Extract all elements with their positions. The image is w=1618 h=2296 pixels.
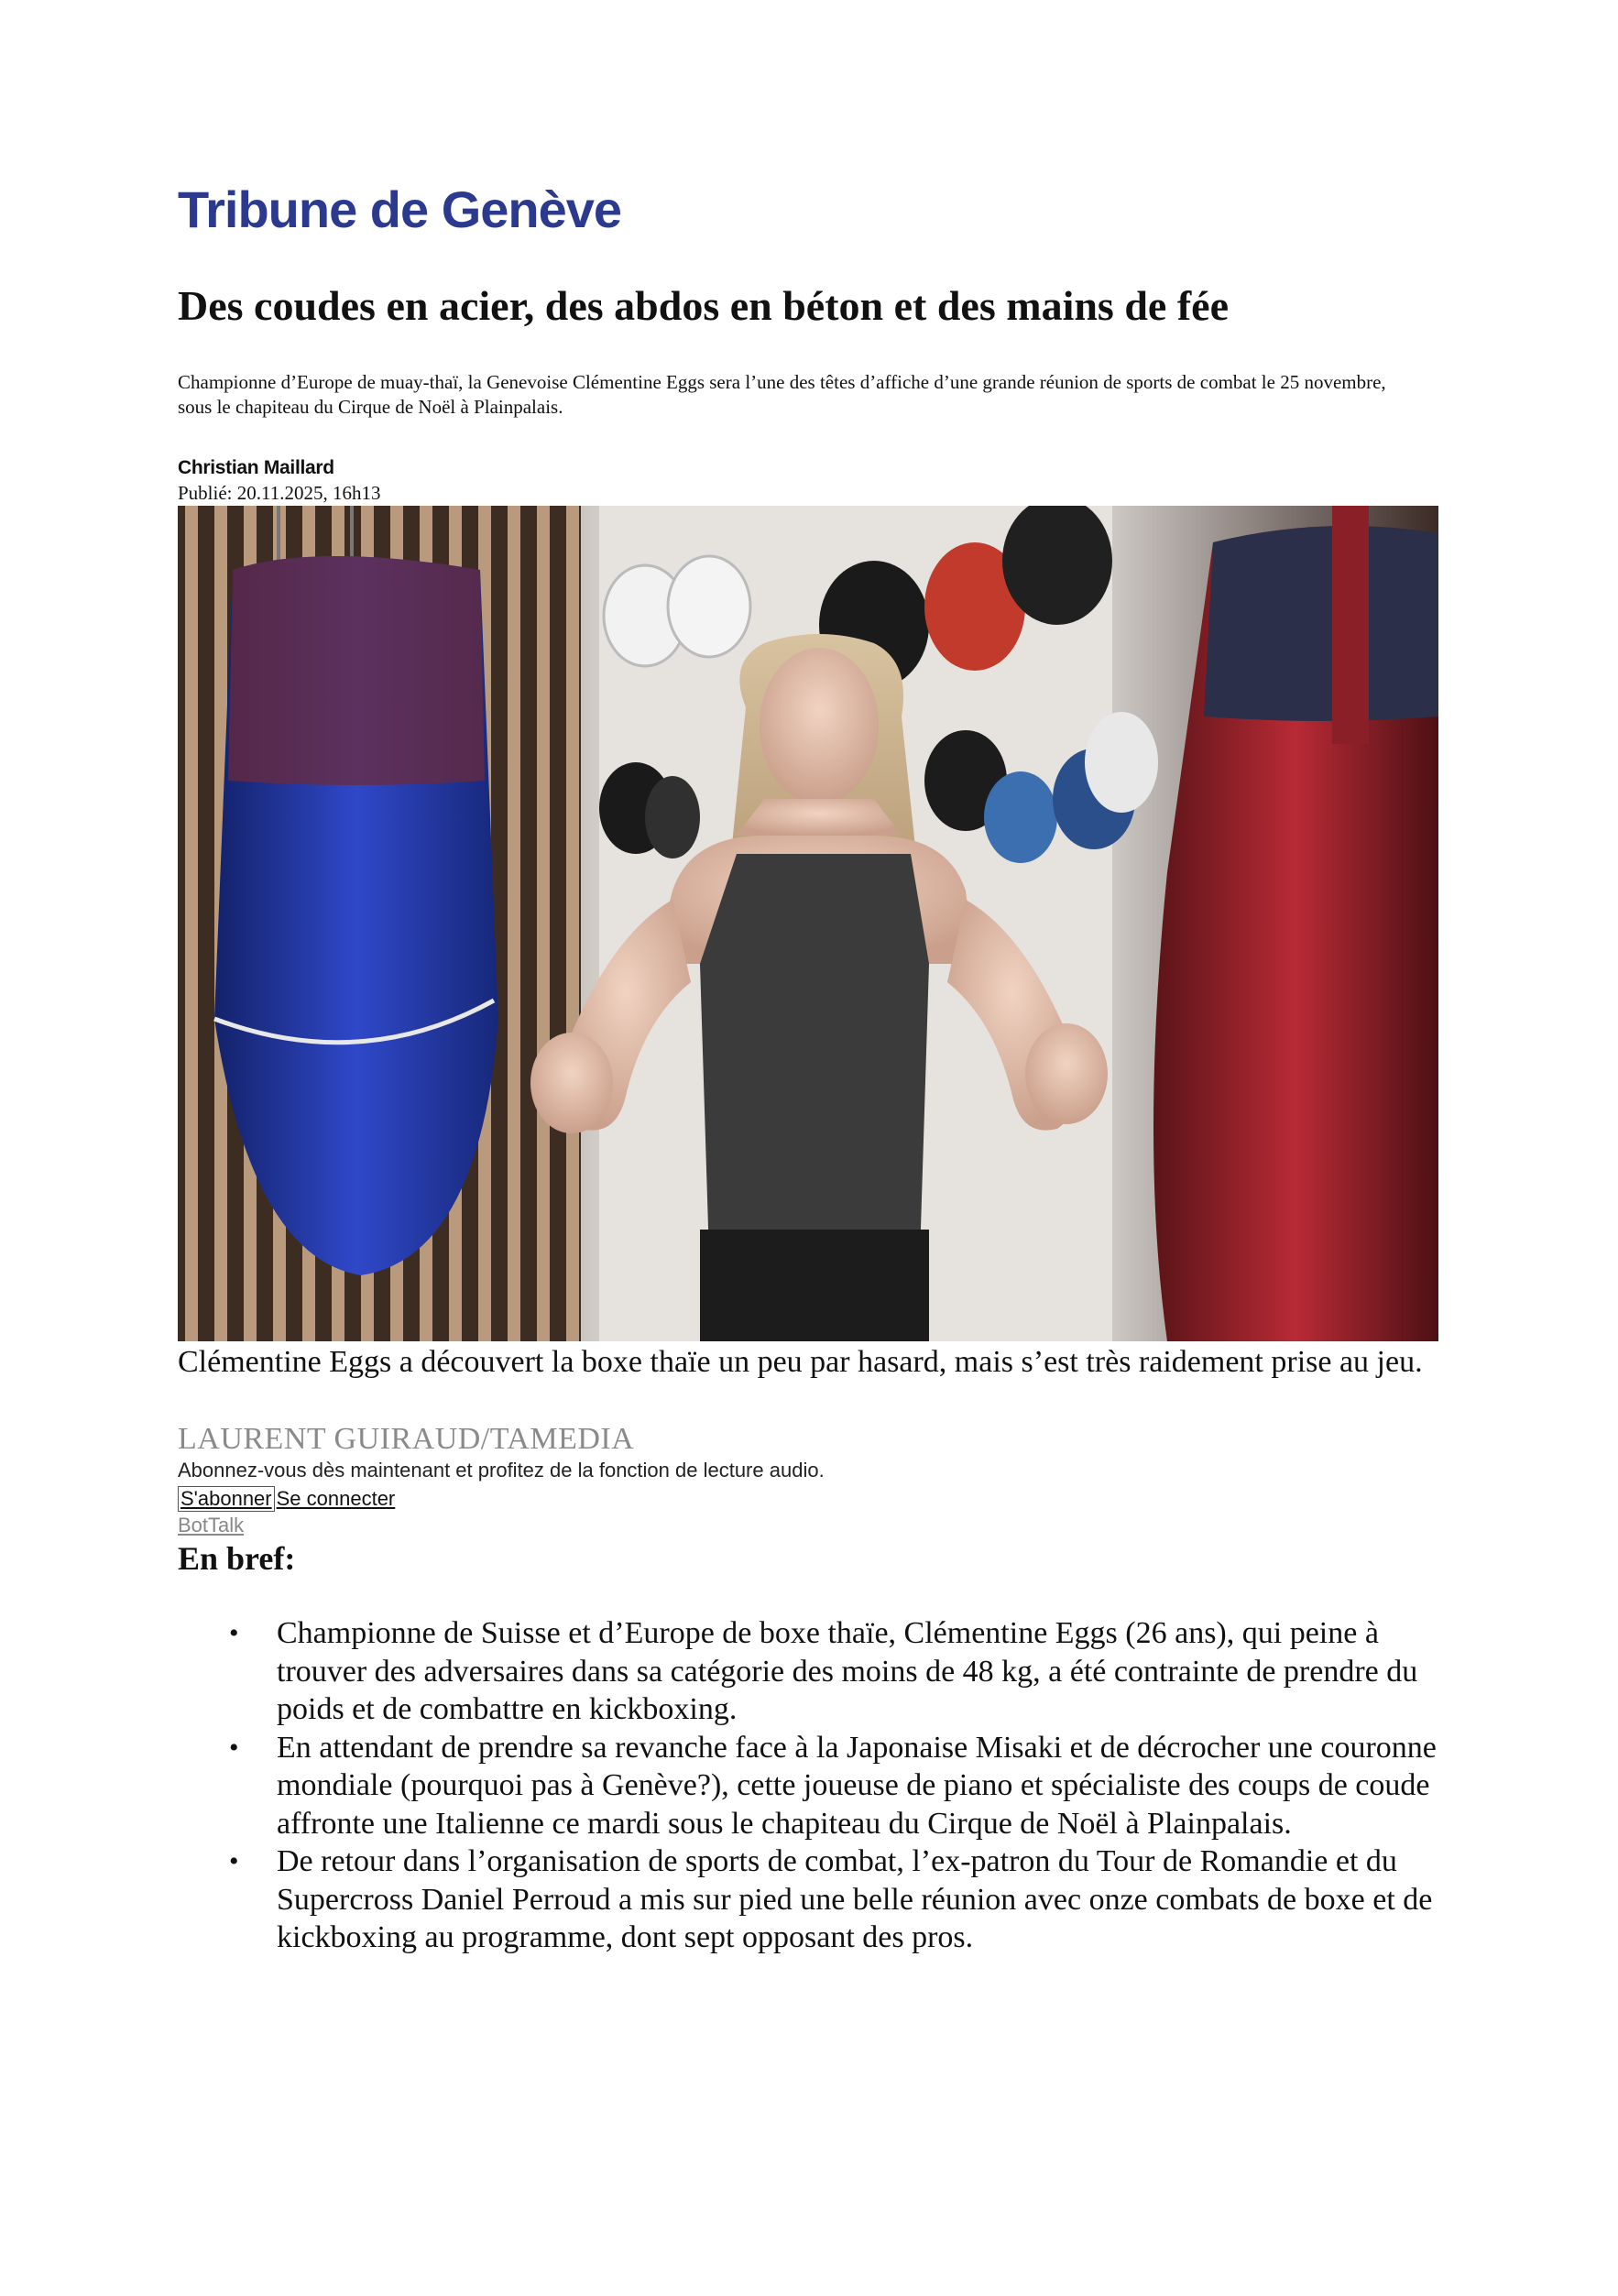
list-item bbox=[178, 1842, 1438, 1957]
blue-punching-bag bbox=[214, 506, 498, 1275]
bottalk-link[interactable]: BotTalk bbox=[178, 1514, 245, 1536]
list-item bbox=[178, 1614, 1438, 1729]
promo-links bbox=[178, 1486, 395, 1512]
brief-item-text: En attendant de prendre sa revanche face à la Japonaise Misaki et de décrocher une couronne mondiale (pourquoi pas à Genève?), cette joueuse de piano et spécialiste des coups de coude affronte une Italienne ce mardi sous le chapiteau du Cirque de Noël à Plainpalais. bbox=[277, 1730, 1437, 1841]
bullet-icon: • bbox=[229, 1846, 239, 1876]
brief-item-text: Championne de Suisse et d’Europe de boxe thaïe, Clémentine Eggs (26 ans), qui peine à trouver des adversaires dans sa catégorie des moins de 48 kg, a été contrainte de prendre du poids et de combattre en kickboxing. bbox=[277, 1616, 1418, 1726]
brief-title: En bref: bbox=[178, 1540, 296, 1577]
subscribe-button[interactable]: S'abonner bbox=[178, 1486, 275, 1512]
brief-list bbox=[178, 1614, 1438, 1957]
audio-promo-text: Abonnez-vous dès maintenant et profitez de la fonction de lecture audio. bbox=[178, 1459, 825, 1481]
article-lead: Championne d’Europe de muay-thaï, la Genevoise Clémentine Eggs sera l’une des têtes d’affiche d’une grande réunion de sports de combat le 25 novembre, sous le chapiteau du Cirque de Noël à Plainpalais. bbox=[178, 371, 1386, 418]
photo-credit: LAURENT GUIRAUD/TAMEDIA bbox=[178, 1422, 635, 1456]
boxer-photo-illustration bbox=[178, 506, 1438, 1341]
bullet-icon: • bbox=[229, 1618, 239, 1648]
photo-caption: Clémentine Eggs a découvert la boxe thaïe un peu par hasard, mais s’est très raidement prise au jeu. bbox=[178, 1345, 1423, 1379]
article-headline: Des coudes en acier, des abdos en béton et des mains de fée bbox=[178, 282, 1229, 329]
masthead-logo[interactable]: Tribune de Genève bbox=[178, 180, 622, 238]
publish-date: Publié: 20.11.2025, 16h13 bbox=[178, 482, 381, 504]
list-item bbox=[178, 1729, 1438, 1843]
article-photo bbox=[178, 506, 1438, 1341]
bullet-icon: • bbox=[229, 1732, 239, 1763]
login-link[interactable]: Se connecter bbox=[276, 1487, 396, 1510]
brief-item-text: De retour dans l’organisation de sports de combat, l’ex-patron du Tour de Romandie et du Supercross Daniel Perroud a mis sur pied une belle réunion avec onze combats de boxe et de kickboxing au programme, dont sept opposant des pros. bbox=[277, 1844, 1433, 1954]
author-name[interactable]: Christian Maillard bbox=[178, 457, 334, 478]
